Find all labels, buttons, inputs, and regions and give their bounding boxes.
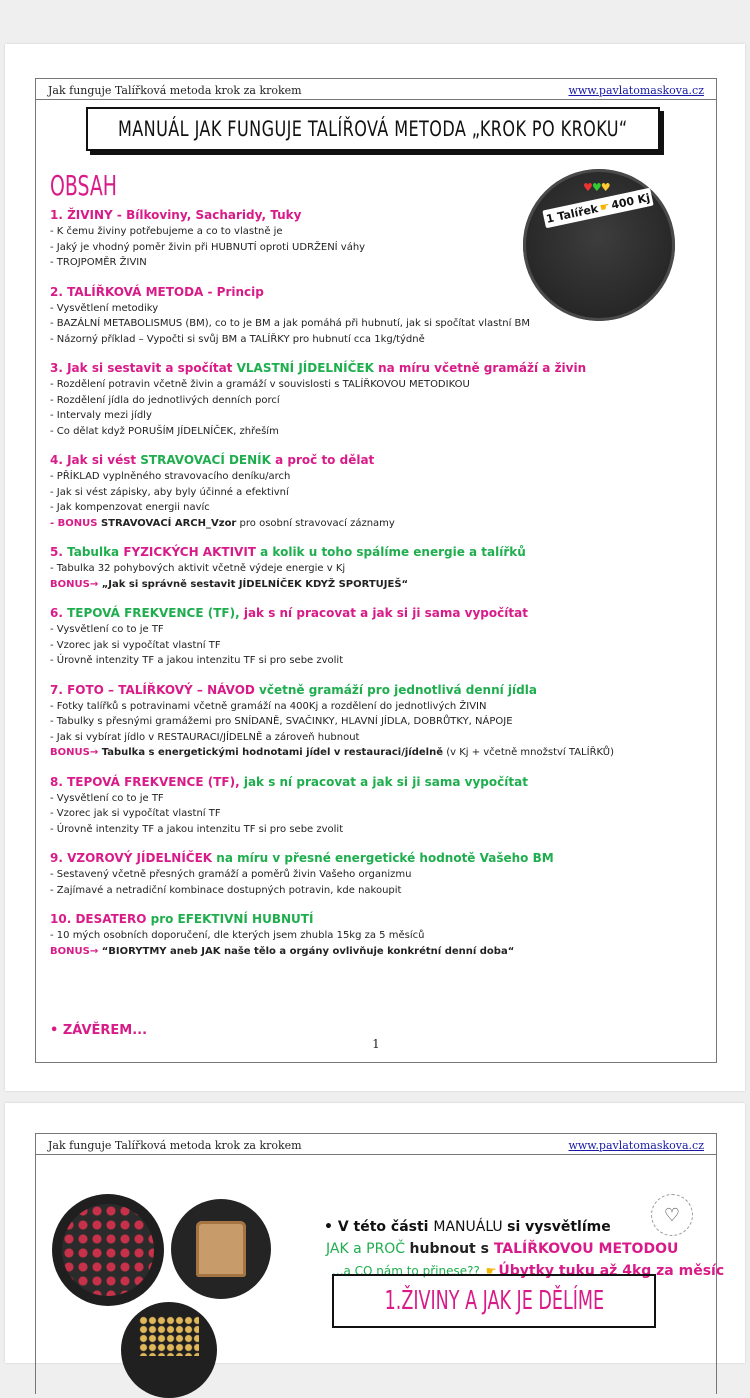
toc-section-heading [50,682,550,699]
toc-section-title-part: TEPOVÁ FREKVENCE (TF), [67,606,244,620]
toc-section-number: 7. [50,682,68,697]
toc-section-title-part: VZOROVÝ JÍDELNÍČEK [67,851,217,865]
toc-section [50,360,587,439]
toc-item: - Jak kompenzovat energii navíc [50,502,210,513]
toc-section-number: 8. [50,774,68,789]
bonus-title: STRAVOVACÍ ARCH_Vzor [100,517,237,529]
pointing-hand-icon: ☛ [485,1264,497,1278]
toc-section-heading [50,911,550,928]
toc-section [50,911,550,959]
toc-item: - Úrovně intenzity TF a jakou intenzitu TF si pro sebe zvolit [50,655,344,666]
raspberries-plate-image [52,1194,164,1306]
toc-section-heading [50,605,550,622]
header-title: Jak funguje Talířková metoda krok za krokem [48,1139,302,1152]
intro-text [324,1216,725,1282]
bonus-label: BONUS→ [50,945,102,957]
toc-item: - Vzorec jak si vypočítat vlastní TF [50,808,221,819]
toc-section-title-part: na míru v přesné energetické hodnotě Vašeho BM [216,851,554,865]
section-title: 1.ŽIVINY A JAK JE DĚLÍME [384,1286,604,1316]
toc-item: - Vysvětlení metodiky [50,302,159,314]
toc-section-title-part: včetně gramáží pro jednotlivá denní jídla [259,682,537,697]
toc-section-title-part: ŽIVINY - [67,208,127,222]
toc-section-number: 10. [50,912,76,926]
header-website-link[interactable]: www.pavlatomaskova.cz [568,84,704,97]
toc-section [50,850,554,898]
toc-item: - TROJPOMĚR ŽIVIN [50,257,147,268]
intro-line-1-b: MANUÁLU [433,1219,508,1235]
toc-item: - Co dělat když PORUŠÍM JÍDELNÍČEK, zhřeším [50,425,279,437]
toc-section-title-part: TEPOVÁ FREKVENCE (TF), [67,774,244,789]
page-number: 1 [372,1037,380,1051]
intro-line-2 [324,1238,704,1260]
bonus-label: - BONUS [50,517,101,529]
toc-section-heading [50,544,550,561]
toc-item: - PŘÍKLAD vyplněného stravovacího deníku/arch [50,471,291,482]
toc-section-number: 6. [50,606,68,620]
manual-title-box [86,107,660,151]
toc-section-title-part: a proč to dělat [275,453,375,467]
toc-item: - Názorný příklad – Vypočti si svůj BM a TALÍŘKY pro hubnutí cca 1kg/týdně [50,333,425,345]
toc-section-heading [50,207,550,224]
toc-item: - Vysvětlení co to je TF [50,624,164,635]
toc-item: - 10 mých osobních doporučení, dle kterých jsem zhubla 15kg za 5 měsíců [50,930,425,941]
toc-item: - Fotky talířků s potravinami včetně gramáží na 400Kj a rozdělení do jednotlivých ŽIVIN [50,700,487,712]
toc-item: - Rozdělení jídla do jednotlivých denních porcí [50,394,280,406]
toc-section-title-part: pro EFEKTIVNÍ HUBNUTÍ [150,912,314,926]
toc-section-title-part: STRAVOVACÍ DENÍK [140,453,276,467]
heart-icon: ♡ [651,1194,693,1236]
section-title-box [332,1274,656,1328]
toc-bonus-item [50,516,550,532]
toc-section-title-part: a kolik u toho spálíme energie a talířků [260,545,526,559]
toc-section-title-part: Jak si sestavit a spočítat [67,361,237,375]
plate-label-value: 400 Kj [610,190,652,212]
intro-line-2-c: TALÍŘKOVOU METODOU [493,1241,679,1257]
conclusion-label: • ZÁVĚREM... [50,1023,148,1038]
intro-line-1-c: si vysvětlíme [507,1219,611,1235]
manual-title: MANUÁL JAK FUNGUJE TALÍŘOVÁ METODA „KROK PO KROKU“ [118,117,628,141]
toc-section-heading [50,774,550,791]
toc-item: - Jak si vybírat jídlo v RESTAURACI/JÍDELNĚ a zároveň hubnout [50,731,360,743]
contents-heading: OBSAH [50,169,117,202]
page-frame [35,78,717,1063]
toc-section [50,605,550,669]
toc-section-heading [50,452,550,469]
plate-label-text: 1 Talířek [544,201,600,226]
intro-line-3-a: ...a CO nám to přinese?? [332,1264,484,1278]
toc-item: - Jaký je vhodný poměr živin při HUBNUTÍ oproti UDRŽENÍ váhy [50,241,366,253]
bonus-description: pro osobní stravovací záznamy [236,517,395,529]
toc-section [50,544,550,592]
toc-section-title-part: DESATERO [75,912,151,926]
header-title: Jak funguje Talířková metoda krok za krokem [48,84,302,97]
toc-item: - Sestavený včetně přesných gramáží a poměrů živin Vašeho organizmu [50,869,412,880]
bonus-label: BONUS→ [50,578,102,590]
intro-line-3-b: Úbytky tuku až 4kg za měsíc [498,1263,725,1279]
toc-section-number: 2. [50,284,68,299]
toc-section-heading [50,850,554,867]
toc-section-title-part: TALÍŘKOVÁ METODA - Princip [67,284,264,299]
intro-line-2-a: JAK a PROČ [326,1241,410,1257]
intro-line-1 [324,1216,704,1238]
intro-line-1-a: • V této části [324,1219,434,1235]
toc-item: - Zajímavé a netradiční kombinace dostupných potravin, kde nakoupit [50,884,402,896]
toc-section-number: 3. [50,361,68,375]
toc-item: - K čemu živiny potřebujeme a co to vlastně je [50,226,283,237]
toc-section-title-part: VLASTNÍ JÍDELNÍČEK [236,361,379,375]
toc-item: - Tabulky s přesnými gramážemi pro SNÍDANĚ, SVAČINKY, HLAVNÍ JÍDLA, DOBRŮTKY, NÁPOJE [50,716,513,727]
bread-plate-image [171,1199,271,1299]
toc-section-title-part: Jak si vést [67,453,141,467]
toc-section-title-part: na míru včetně gramáží a živin [378,361,587,375]
toc-section-title-part: FYZICKÝCH AKTIVIT [123,545,261,559]
toc-section [50,284,550,348]
bonus-title: Tabulka s energetickými hodnotami jídel v restauraci/jídelně [101,747,444,758]
document-page-2 [5,1103,745,1363]
toc-item: - Úrovně intenzity TF a jakou intenzitu TF si pro sebe zvolit [50,823,344,835]
hearts-icon: ♥♥♥ [583,181,610,194]
document-page-1 [5,44,745,1091]
bonus-description: (v Kj + včetně množství TALÍŘKŮ) [443,747,615,758]
toc-bonus-item [50,944,550,960]
toc-item: - Jak si vést zápisky, aby byly účinné a efektivní [50,486,289,498]
toc-bonus-item [50,577,550,593]
toc-section [50,774,550,838]
toc-bonus-item [50,745,615,761]
bonus-label: BONUS→ [50,747,102,758]
toc-item: - Intervaly mezi jídly [50,410,152,421]
header-divider [36,1154,716,1155]
toc-section-title-part: jak s ní pracovat a jak si ji sama vypočítat [243,774,528,789]
toc-section-title-part: Tabulka [67,545,124,559]
pasta-plate-image [121,1302,217,1398]
toc-item: - Rozdělení potravin včetně živin a gramáží v souvislosti s TALÍŘKOVOU METODIKOU [50,379,470,390]
toc-section [50,682,615,761]
toc-section-heading [50,284,550,301]
header-website-link[interactable]: www.pavlatomaskova.cz [568,1139,704,1152]
intro-line-2-b: hubnout s [409,1241,494,1257]
toc-section-number: 5. [50,545,68,559]
toc-section-number: 9. [50,851,68,865]
page-frame [35,1133,725,1394]
toc-section-number: 4. [50,453,68,467]
toc-item: - Vysvětlení co to je TF [50,792,164,804]
toc-item: - BAZÁLNÍ METABOLISMUS (BM), co to je BM a jak pomáhá při hubnutí, jak si spočítat vlastní BM [50,318,531,329]
toc-section [50,207,550,271]
toc-section-title-part: FOTO – TALÍŘKOVÝ – NÁVOD [67,682,260,697]
toc-section-title-part: jak s ní pracovat a jak si ji sama vypočítat [243,606,528,620]
toc-section-title-part: Bílkoviny, Sacharidy, Tuky [126,208,302,222]
toc-section [50,452,550,531]
toc-item: - Vzorec jak si vypočítat vlastní TF [50,639,221,651]
toc-section-heading [50,360,587,377]
bonus-title: “BIORYTMY aneb JAK naše tělo a orgány ovlivňuje konkrétní denní doba“ [101,945,515,957]
bonus-title: „Jak si správně sestavit JÍDELNÍČEK KDYŽ SPORTUJEŠ“ [101,578,409,590]
toc-item: - Tabulka 32 pohybových aktivit včetně výdeje energie v Kj [50,563,346,574]
toc-section-number: 1. [50,208,68,222]
pointing-hand-icon: ☛ [598,199,611,214]
header-divider [36,99,716,100]
